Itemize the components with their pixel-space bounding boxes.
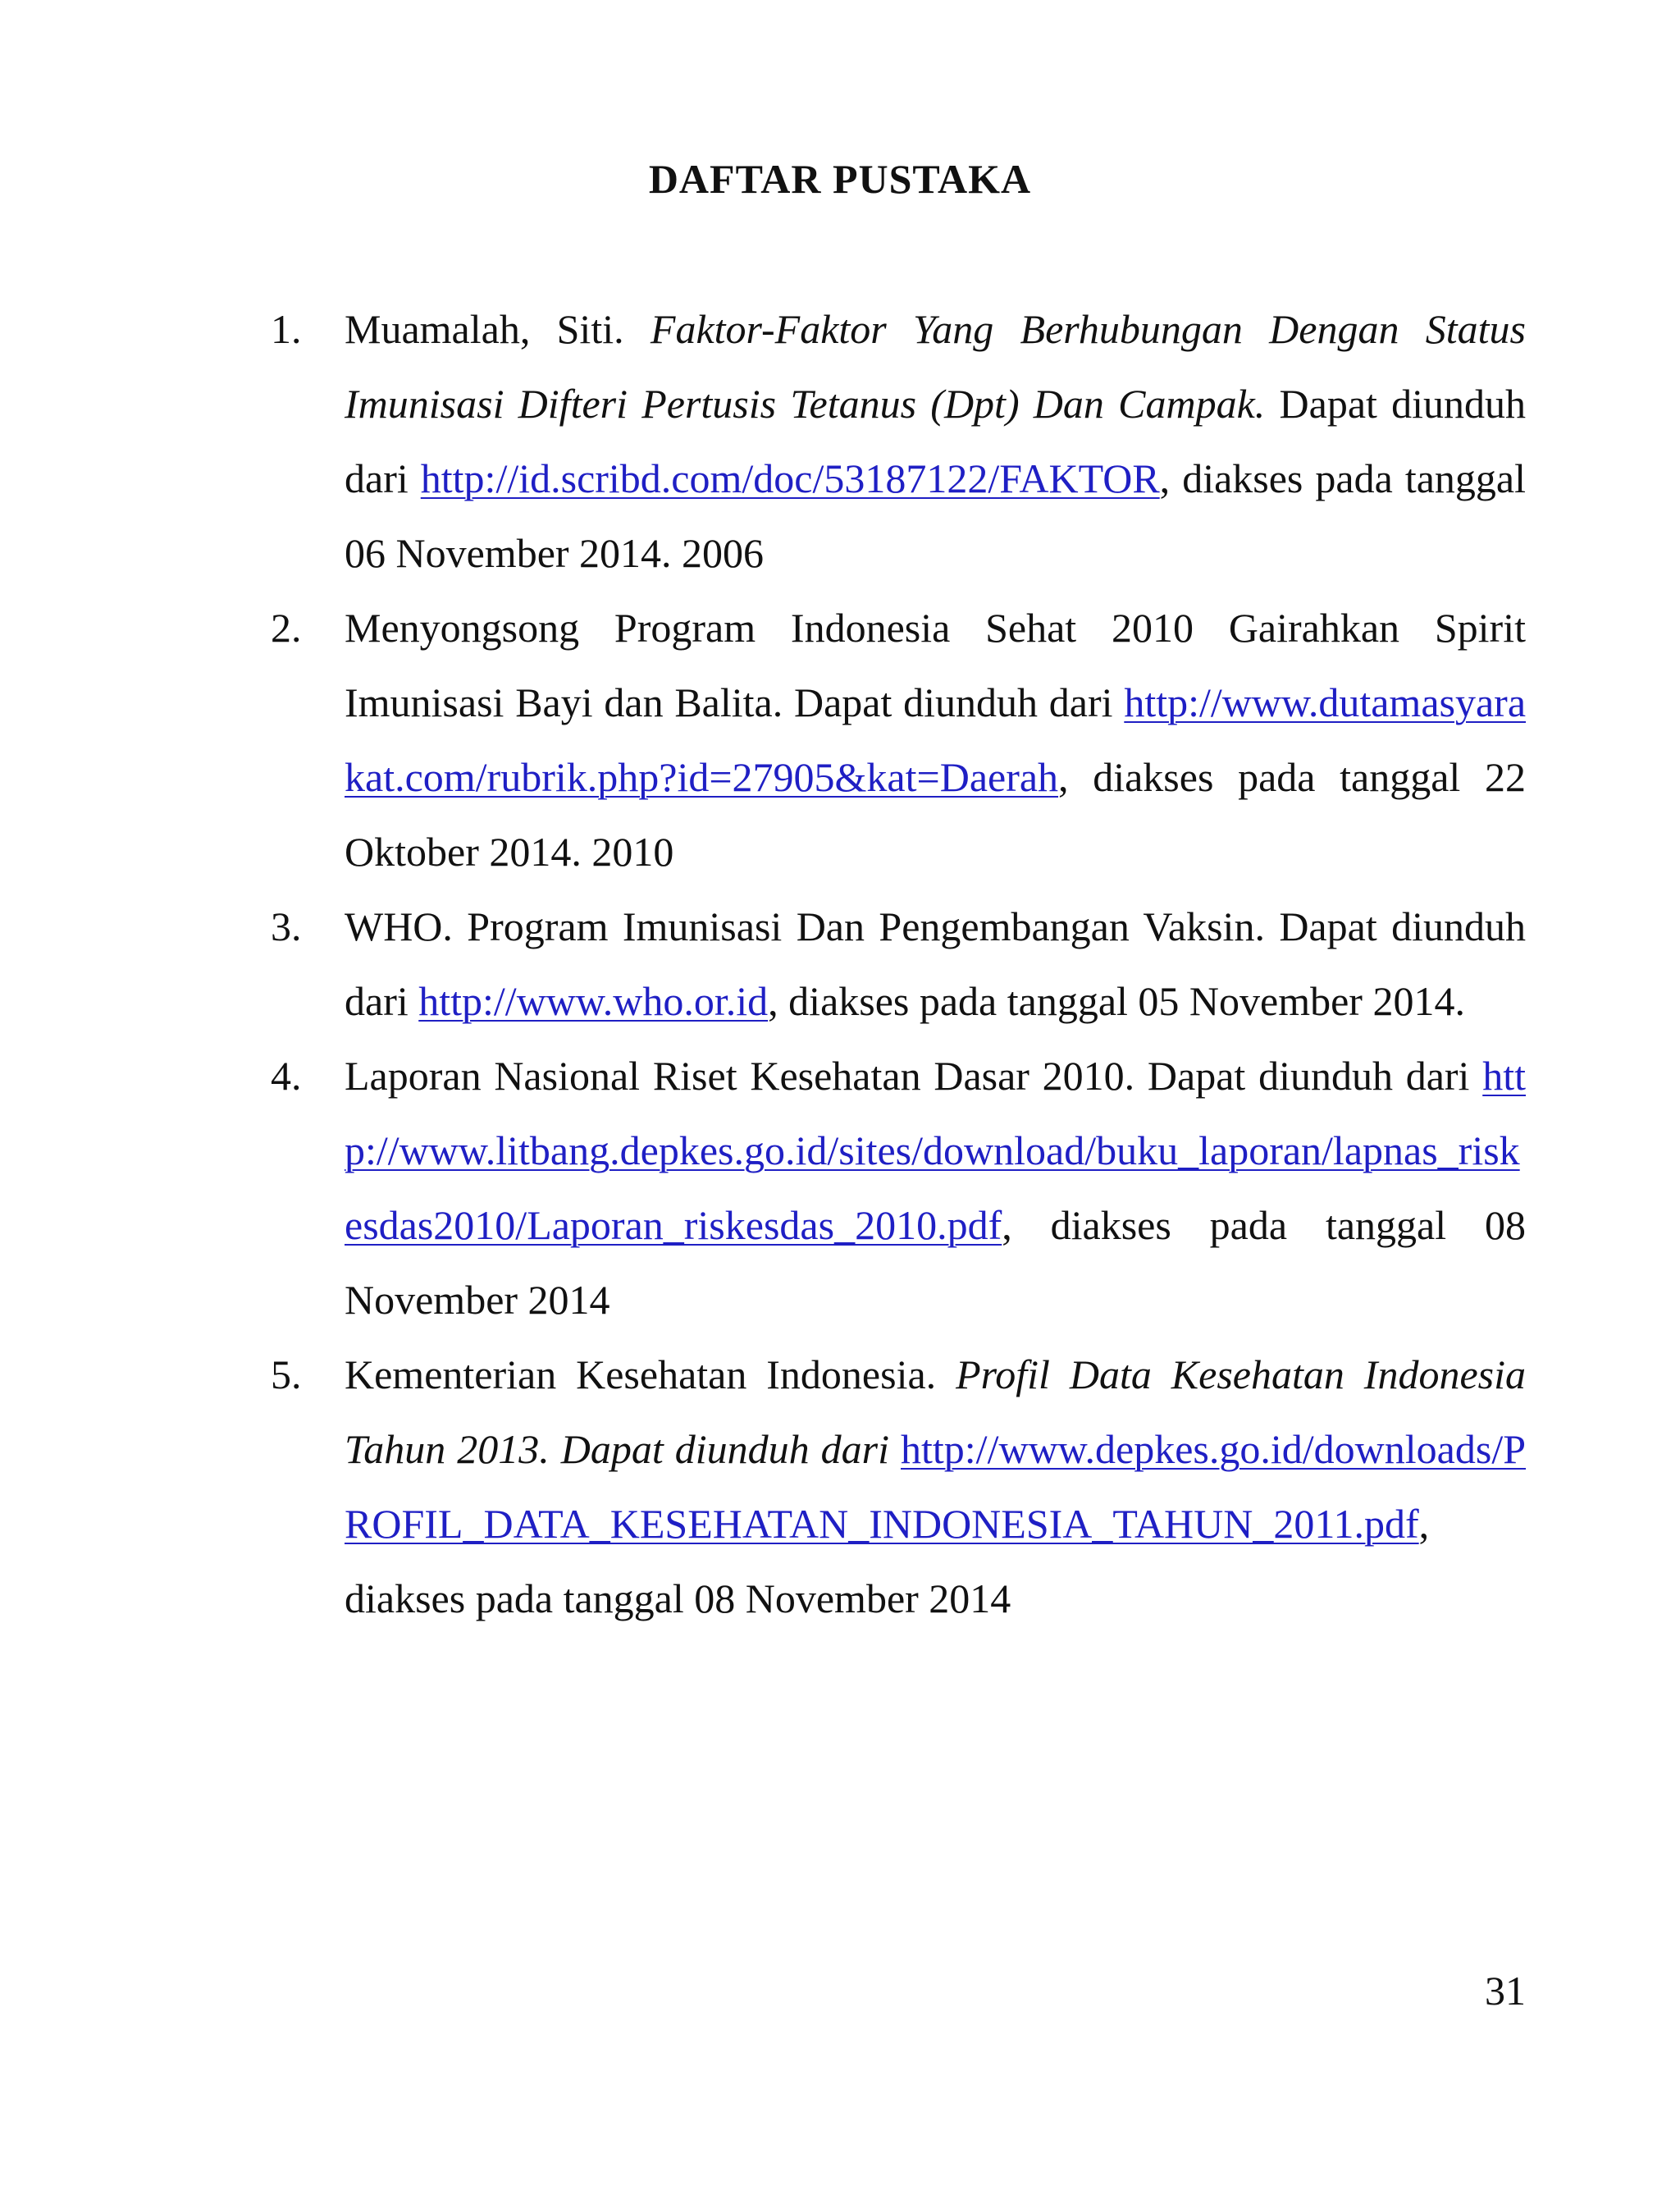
reference-author: Kementerian Kesehatan Indonesia.: [345, 1351, 937, 1397]
reference-text: [345, 591, 1526, 889]
reference-link[interactable]: http://www.who.or.id: [418, 978, 769, 1024]
reference-prefix: Laporan Nasional Riset Kesehatan Dasar 2010. Dapat diunduh dari: [345, 1053, 1470, 1099]
reference-number: 1.: [271, 306, 302, 352]
reference-item-4: [271, 1039, 1526, 1337]
reference-suffix: , diakses pada tanggal 22 Oktober 2014. 2010: [345, 754, 1526, 875]
page-number: 31: [1485, 1968, 1526, 2014]
reference-item-3: [271, 889, 1526, 1039]
reference-number: 3.: [271, 903, 302, 949]
reference-list: [271, 292, 1526, 1636]
reference-prefix: WHO. Program Imunisasi Dan Pengembangan Vaksin. Dapat diunduh dari: [345, 903, 1526, 1024]
reference-prefix: Menyongsong Program Indonesia Sehat 2010 Gairahkan Spirit Imunisasi Bayi dan Balita. Dapat diunduh dari: [345, 605, 1526, 725]
reference-link[interactable]: http://id.scribd.com/doc/53187122/FAKTOR: [420, 455, 1160, 501]
reference-item-2: [271, 591, 1526, 889]
reference-suffix: , diakses pada tanggal 06 November 2014. 2006: [345, 455, 1526, 576]
page-title: DAFTAR PUSTAKA: [648, 156, 1032, 202]
reference-number: 5.: [271, 1351, 302, 1397]
reference-item-5: [271, 1337, 1526, 1636]
reference-text: [345, 1337, 1526, 1636]
reference-link[interactable]: http://www.dutamasyarakat.com/rubrik.php?id=27905&kat=Daerah: [345, 679, 1527, 800]
reference-work-title: Profil Data Kesehatan Indonesia Tahun 2013. Dapat diunduh dari: [345, 1351, 1526, 1472]
reference-suffix: , diakses pada tanggal 08 November 2014: [345, 1202, 1526, 1323]
reference-number: 2.: [271, 605, 302, 651]
reference-text: [345, 1039, 1526, 1337]
reference-number: 4.: [271, 1053, 302, 1099]
reference-author: Muamalah, Siti.: [345, 306, 624, 352]
reference-suffix: , diakses pada tanggal 08 November 2014: [345, 1501, 1430, 1621]
reference-item-1: [271, 292, 1526, 591]
reference-link[interactable]: http://www.depkes.go.id/downloads/PROFIL_DATA_KESEHATAN_INDONESIA_TAHUN_2011.pdf: [345, 1426, 1527, 1547]
reference-prefix: Dapat diunduh dari: [345, 381, 1527, 501]
reference-suffix: , diakses pada tanggal 05 November 2014.: [768, 978, 1465, 1024]
reference-text: [345, 889, 1526, 1039]
reference-text: [345, 292, 1526, 591]
reference-link[interactable]: http://www.litbang.depkes.go.id/sites/download/buku_laporan/lapnas_riskesdas2010/Laporan_riskesdas_2010.pdf: [345, 1053, 1527, 1248]
reference-work-title: Faktor-Faktor Yang Berhubungan Dengan Status Imunisasi Difteri Pertusis Tetanus (Dpt) Dan Campak.: [345, 306, 1526, 427]
